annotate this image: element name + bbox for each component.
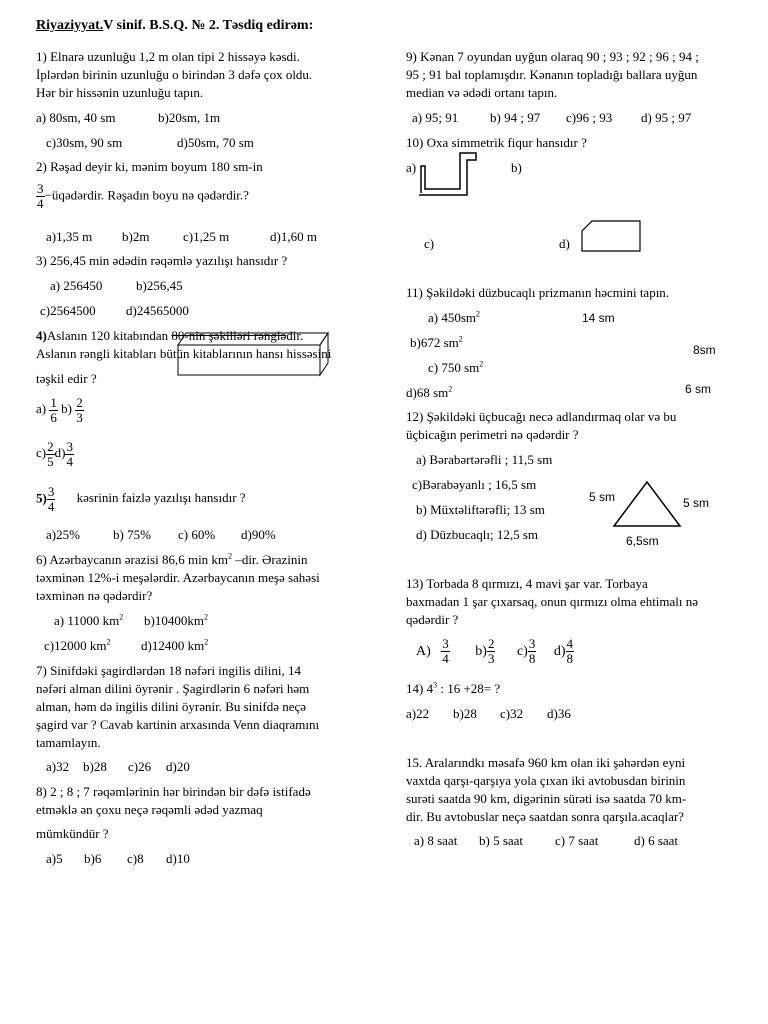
q9-option-c[interactable]: c)96 ; 93	[566, 110, 613, 125]
q11-option-c[interactable]: c) 750 $sm^2$	[428, 359, 484, 375]
q6-line2: təxminən 12%-i meşələrdir. Azərbaycanın meşə sahəsi	[36, 570, 320, 585]
q12-option-b[interactable]: b) Müxtəliftərəfli; 13 sm	[416, 502, 545, 517]
q4-options-cd	[36, 440, 74, 469]
q14-option-b[interactable]: b)28	[453, 706, 477, 721]
q2-option-c[interactable]: c)1,25 m	[183, 229, 230, 244]
prism-height-label: 6 sm	[685, 382, 712, 396]
q10-line1: 10) Oxa simmetrik fiqur hansıdır ?	[406, 135, 587, 150]
q9-option-a[interactable]: a) 95; 91	[412, 110, 459, 125]
q7-option-c[interactable]: c)26	[128, 759, 152, 774]
q12-option-d[interactable]: d) Düzbucaqlı; 12,5 sm	[416, 527, 539, 542]
q13-line1: 13) Torbada 8 qırmızı, 4 mavi şar var. Torbaya	[406, 576, 648, 591]
q3-option-c[interactable]: c)2564500	[40, 303, 96, 318]
q1-option-b[interactable]: b)20sm, 1m	[158, 110, 221, 125]
q6-option-c[interactable]: c)12000 $km^2$	[44, 637, 111, 653]
q12-line1: 12) Şəkildəki üçbucağı necə adlandırmaq olar və bu	[406, 409, 677, 424]
q13-option-c[interactable]: c) $\frac{3}{8}$	[516, 636, 536, 666]
q5-option-b[interactable]: b) 75%	[113, 527, 151, 542]
q5-option-d[interactable]: d)90%	[241, 527, 276, 542]
q5-option-a[interactable]: a)25%	[46, 527, 80, 542]
q6-line1: 6) Azərbaycanın ərazisi 86,6 $\min km^2$ –dir. Ərazinin	[36, 551, 308, 567]
q12-option-c[interactable]: c)Bərabəyanlı ; 16,5 sm	[412, 477, 537, 492]
q1-option-d[interactable]: d)50sm, 70 sm	[177, 135, 254, 150]
q9-option-d[interactable]: d) 95 ; 97	[641, 110, 692, 125]
q1-line3: Hər bir hissənin uzunluğu tapın.	[36, 85, 204, 100]
q2-option-b[interactable]: b)2m	[122, 229, 150, 244]
q6-option-a[interactable]: a) 11000 $km^2$	[54, 612, 124, 628]
q7-option-d[interactable]: d)20	[166, 759, 190, 774]
q15-line4: dir. Bu avtobuslar neçə saatdan sonra qarşıla.acaqlar?	[406, 809, 684, 824]
q5-line1: 5) $\frac{3}{4}$ kəsrinin faizlə yazılışı hansıdır ?	[36, 484, 246, 514]
q13-line3: qədərdir ?	[406, 612, 459, 627]
q2-option-d[interactable]: d)1,60 m	[270, 229, 317, 244]
q13-options	[416, 637, 574, 666]
q10-option-d[interactable]: d)	[559, 236, 570, 251]
q11-option-b[interactable]: b)672 $sm^2$	[410, 334, 463, 350]
q10-figure-a-stair	[418, 151, 478, 197]
q14-option-c[interactable]: c)32	[500, 706, 524, 721]
q7-line4: şagird var ? Cavab kartinin arxasında Venn diaqramını	[36, 717, 320, 732]
q3-option-b[interactable]: b)256,45	[136, 278, 183, 293]
q12-line2: üçbicağın perimetri nə qədərdir ?	[406, 427, 579, 442]
q8-option-c[interactable]: c)8	[127, 851, 144, 866]
q4-line1: 4)Aslanın 120 kitabından 80-nin şəkilləri rənglədir.	[36, 328, 304, 343]
q1-line2: İplərdən birinin uzunluğu o birindən 3 dəfə çox oldu.	[36, 67, 313, 82]
q14-option-d[interactable]: d)36	[547, 706, 571, 721]
rectangular-prism-figure	[178, 325, 328, 380]
q11-option-a[interactable]: a) $450sm^2$	[428, 309, 481, 325]
triangle-right-side-label: 5 sm	[683, 496, 710, 510]
q7-option-a[interactable]: a)32	[46, 759, 70, 774]
q4-options-ab	[36, 396, 84, 425]
triangle-left-side-label: 5 sm	[589, 490, 616, 504]
q7-line3: alman, həm də ingilis dilini öyrənir. Bu sinifdə neçə	[36, 699, 307, 714]
q13-option-a[interactable]: A) $\frac{3}{4}$	[416, 636, 449, 666]
q2-fraction: $\frac{3}{4}$	[37, 181, 44, 211]
q14-option-a[interactable]: a)22	[406, 706, 430, 721]
q7-line5: tamamlayın.	[36, 735, 101, 750]
q5-option-c[interactable]: c) 60%	[178, 527, 216, 542]
q15-option-d[interactable]: d) 6 saat	[634, 833, 679, 848]
q9-line2: 95 ; 91 bal toplamışdır. Kənanın topladığı ballara uyğun	[406, 67, 698, 82]
q6-option-b[interactable]: $b)10400km^2$	[144, 612, 208, 628]
q15-option-c[interactable]: c) 7 saat	[555, 833, 599, 848]
q4-option-b[interactable]: b) $\frac{2}{3}$	[61, 395, 83, 425]
q1-option-a[interactable]: a) 80sm, 40 sm	[36, 110, 116, 125]
q2-line2: $\frac{3}{4}$ −üqədərdir. Rəşadın boyu nə qədərdir.?	[37, 181, 249, 211]
q3-line1: 3) 256,45 min ədədin rəqəmlə yazılışı hansıdır ?	[36, 253, 288, 268]
q4-option-c[interactable]: c) $\frac{2}{5}$	[36, 439, 54, 469]
q15-line2: vaxtda qarşı-qarşıya yola çıxan iki avtobusdan birinin	[406, 773, 686, 788]
q2-line1: 2) Rəşad deyir ki, mənim boyum 180 sm-in	[36, 159, 263, 174]
q6-option-d[interactable]: d)12400 $km^2$	[141, 637, 209, 653]
q1-option-c[interactable]: c)30sm, 90 sm	[46, 135, 123, 150]
q8-line2: etməklə ən çoxu neçə rəqəmli ədəd yazmaq	[36, 802, 263, 817]
q10-option-b[interactable]: b)	[511, 160, 522, 175]
q1-line1: 1) Elnarə uzunluğu 1,2 m olan tipi 2 hissəyə kəsdi.	[36, 49, 300, 64]
q11-line1: 11) Şəkildəki düzbucaqlı prizmanın həcmini tapın.	[406, 285, 670, 300]
prism-width-label: 8sm	[693, 343, 716, 357]
q3-option-a[interactable]: a) 256450	[50, 278, 103, 293]
q8-line3: mümkündür ?	[36, 826, 109, 841]
q3-option-d[interactable]: d)24565000	[126, 303, 189, 318]
q2-option-a[interactable]: a)1,35 m	[46, 229, 93, 244]
q4-option-a[interactable]: a) $\frac{1}{6}$	[36, 395, 57, 425]
triangle-base-label: 6,5sm	[626, 534, 659, 548]
q6-line3: təxminən nə qədərdir?	[36, 588, 153, 603]
prism-length-label: 14 sm	[582, 311, 615, 325]
q7-option-b[interactable]: b)28	[83, 759, 107, 774]
q9-option-b[interactable]: b) 94 ; 97	[490, 110, 541, 125]
q8-option-a[interactable]: a)5	[46, 851, 63, 866]
q4-option-d[interactable]: d) $\frac{3}{4}$	[54, 439, 73, 469]
q10-option-c[interactable]: c)	[424, 236, 435, 251]
q11-option-d[interactable]: d)68 $sm^2$	[406, 384, 453, 400]
q5-fraction: $\frac{3}{4}$	[47, 484, 55, 514]
q7-line1: 7) Sinifdəki şagirdlərdən 18 nəfəri ingilis dilini, 14	[36, 663, 302, 678]
q4-line2: Aslanın rəngli kitabları bütün kitablarının hansı hissəsini	[36, 346, 332, 361]
header-rest: V sinif. B.S.Q. № 2. Təsdiq edirəm:	[103, 18, 314, 33]
triangle-figure	[612, 480, 682, 528]
q15-option-b[interactable]: b) 5 saat	[479, 833, 524, 848]
q10-option-a[interactable]: a)	[406, 160, 417, 175]
q15-line3: surəti saatda 90 km, digərinin sürəti isə saatda 70 km-	[406, 791, 687, 806]
q9-line3: median və ədədi ortanı tapın.	[406, 85, 558, 100]
q4-line3: təşkil edir ?	[36, 371, 97, 386]
q8-option-b[interactable]: b)6	[84, 851, 102, 866]
q8-line1: 8) 2 ; 8 ; 7 rəqəmlərinin hər birindən bir dəfə istifadə	[36, 784, 311, 799]
q13-option-b[interactable]: b) $\frac{2}{3}$	[475, 636, 495, 666]
q15-line1: 15. Aralarındkı məsafə 960 km olan iki şəhərdən eyni	[406, 755, 686, 770]
page-title	[36, 17, 313, 35]
q14-line1: 14) $4^3$ : 16 +28= ?	[406, 680, 501, 696]
q15-option-a[interactable]: a) 8 saat	[414, 833, 458, 848]
q13-line2: baxmadan 1 şar çıxarsaq, onun qırmızı olma ehtimalı nə	[406, 594, 699, 609]
q8-option-d[interactable]: d)10	[166, 851, 190, 866]
subject-title: Riyaziyyat.	[36, 18, 104, 33]
q13-option-d[interactable]: d) $\frac{4}{8}$	[553, 636, 574, 666]
q12-option-a[interactable]: a) Bərabərtərəfli ; 11,5 sm	[416, 452, 553, 467]
q10-figure-d-trapezoid	[580, 219, 642, 253]
q9-line1: 9) Kənan 7 oyundan uyğun olaraq 90 ; 93 ; 92 ; 96 ; 94 ;	[406, 49, 699, 64]
q7-line2: nəfəri alman dilini öyrənir . Şagirdlərin 6 nəfəri həm	[36, 681, 310, 696]
